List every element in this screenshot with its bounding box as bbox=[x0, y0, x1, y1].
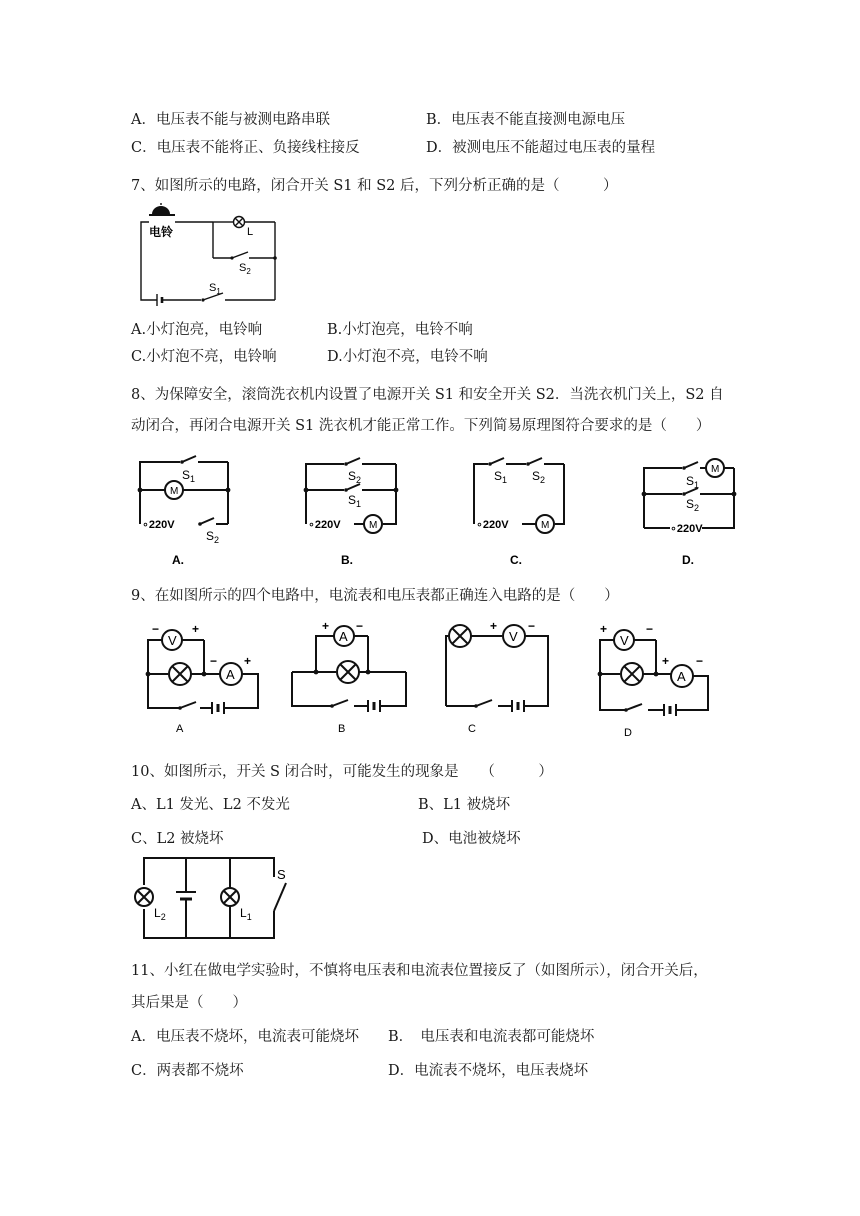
svg-text:S2: $S_2$ bbox=[348, 469, 362, 485]
q9-diagram-a bbox=[146, 622, 258, 735]
q10-option-d: D、电池被烧坏 bbox=[422, 831, 521, 847]
svg-text:S1: $S_1$ bbox=[182, 468, 196, 484]
q11-stem-line1: 11、小红在做电学实验时，不慎将电压表和电流表位置接反了（如图所示），闭合开关后， bbox=[131, 963, 708, 979]
q9-diagram-b bbox=[292, 619, 406, 735]
q10-option-c: C、L2 被烧坏 bbox=[131, 831, 224, 847]
q10-option-b: B、L1 被烧坏 bbox=[418, 797, 511, 813]
s2-label: $S_2$ bbox=[239, 262, 251, 276]
q8-label-b: B. bbox=[341, 553, 353, 567]
q7-option-d: D.小灯泡不亮，电铃不响 bbox=[327, 349, 488, 365]
q7-option-c: C.小灯泡不亮，电铃响 bbox=[131, 349, 277, 365]
svg-text:+: + bbox=[244, 654, 252, 668]
q7-stem: 7、如图所示的电路，闭合开关 S1 和 S2 后，下列分析正确的是（ ） bbox=[131, 178, 618, 194]
q10-option-a: A、L1 发光、L2 不发光 bbox=[131, 797, 290, 813]
q11-stem-line2: 其后果是（ ） bbox=[131, 995, 247, 1011]
svg-text:M: M bbox=[369, 520, 378, 531]
q8-diagram-b bbox=[304, 458, 399, 567]
svg-text:L1: $L_1$ bbox=[240, 906, 252, 922]
svg-text:−: − bbox=[152, 622, 160, 636]
q11-option-a: A．电压表不烧坏，电流表可能烧坏 bbox=[131, 1029, 359, 1045]
q11-option-d: D．电流表不烧坏，电压表烧坏 bbox=[388, 1063, 589, 1079]
svg-text:A: A bbox=[677, 669, 686, 684]
svg-text:+: + bbox=[322, 619, 330, 633]
q7-circuit-diagram bbox=[135, 200, 295, 310]
s1-label: $S_1$ bbox=[209, 282, 221, 296]
svg-text:∘220V: ∘220V bbox=[476, 519, 509, 531]
svg-text:V: V bbox=[509, 629, 518, 644]
svg-text:−: − bbox=[210, 654, 218, 668]
q6-option-d: D．被测电压不能超过电压表的量程 bbox=[426, 140, 656, 156]
q11-option-b: B． 电压表和电流表都可能烧坏 bbox=[388, 1029, 595, 1045]
q8-diagram-a bbox=[138, 456, 231, 567]
q10-stem: 10、如图所示，开关 S 闭合时，可能发生的现象是 （ ） bbox=[131, 764, 553, 780]
q9-diagram-c bbox=[446, 619, 548, 735]
q11-option-c: C．两表都不烧坏 bbox=[131, 1063, 244, 1079]
q8-circuit-diagrams bbox=[130, 452, 750, 572]
svg-text:M: M bbox=[711, 464, 720, 475]
svg-text:+: + bbox=[600, 622, 608, 636]
svg-text:S2: $S_2$ bbox=[206, 529, 220, 545]
svg-text:A: A bbox=[226, 667, 235, 682]
svg-text:V: V bbox=[168, 633, 177, 648]
svg-text:M: M bbox=[170, 486, 179, 497]
svg-text:V: V bbox=[620, 633, 629, 648]
svg-text:∘220V: ∘220V bbox=[142, 519, 175, 531]
svg-text:L2: $L_2$ bbox=[154, 906, 166, 922]
q8-label-d: D. bbox=[682, 553, 694, 567]
q7-option-b: B.小灯泡亮，电铃不响 bbox=[327, 322, 473, 338]
svg-text:M: M bbox=[541, 520, 550, 531]
q9-label-a: A bbox=[176, 723, 184, 735]
q9-stem: 9、在如图所示的四个电路中，电流表和电压表都正确连入电路的是（ ） bbox=[131, 588, 619, 604]
bell-label: 电铃 bbox=[149, 225, 174, 239]
svg-text:S1: $S_1$ bbox=[686, 474, 700, 490]
svg-text:−: − bbox=[356, 619, 364, 633]
q9-label-c: C bbox=[468, 723, 476, 735]
svg-text:+: + bbox=[192, 622, 200, 636]
q8-label-c: C. bbox=[510, 553, 522, 567]
svg-text:S: S bbox=[277, 867, 286, 882]
q8-stem-line1: 8、为保障安全，滚筒洗衣机内设置了电源开关 S1 和安全开关 S2．当洗衣机门关上，S2 自 bbox=[131, 387, 724, 403]
svg-text:−: − bbox=[696, 654, 704, 668]
svg-text:∘220V: ∘220V bbox=[308, 519, 341, 531]
lamp-label: L bbox=[247, 226, 254, 238]
q9-diagram-d bbox=[598, 622, 708, 739]
q6-option-b: B．电压表不能直接测电源电压 bbox=[426, 112, 626, 128]
svg-text:S2: $S_2$ bbox=[532, 469, 546, 485]
svg-text:+: + bbox=[662, 654, 670, 668]
svg-text:S1: $S_1$ bbox=[348, 493, 362, 509]
svg-text:−: − bbox=[528, 619, 536, 633]
svg-text:∘220V: ∘220V bbox=[670, 523, 703, 535]
q8-label-a: A. bbox=[172, 553, 184, 567]
svg-text:−: − bbox=[646, 622, 654, 636]
svg-text:S2: $S_2$ bbox=[686, 497, 700, 513]
svg-text:S1: $S_1$ bbox=[494, 469, 508, 485]
q9-label-d: D bbox=[624, 727, 632, 739]
q6-option-a: A．电压表不能与被测电路串联 bbox=[131, 112, 330, 128]
q6-option-c: C．电压表不能将正、负接线柱接反 bbox=[131, 140, 360, 156]
q7-option-a: A.小灯泡亮，电铃响 bbox=[131, 322, 263, 338]
svg-text:A: A bbox=[339, 629, 348, 644]
q8-diagram-d bbox=[642, 459, 737, 567]
q9-circuit-diagrams bbox=[140, 620, 740, 740]
q10-circuit-diagram bbox=[130, 855, 300, 945]
q8-diagram-c bbox=[474, 458, 564, 567]
svg-text:+: + bbox=[490, 619, 498, 633]
bell-icon bbox=[152, 206, 170, 214]
q8-stem-line2: 动闭合，再闭合电源开关 S1 洗衣机才能正常工作。下列简易原理图符合要求的是（ ） bbox=[131, 418, 711, 434]
q9-label-b: B bbox=[338, 723, 346, 735]
